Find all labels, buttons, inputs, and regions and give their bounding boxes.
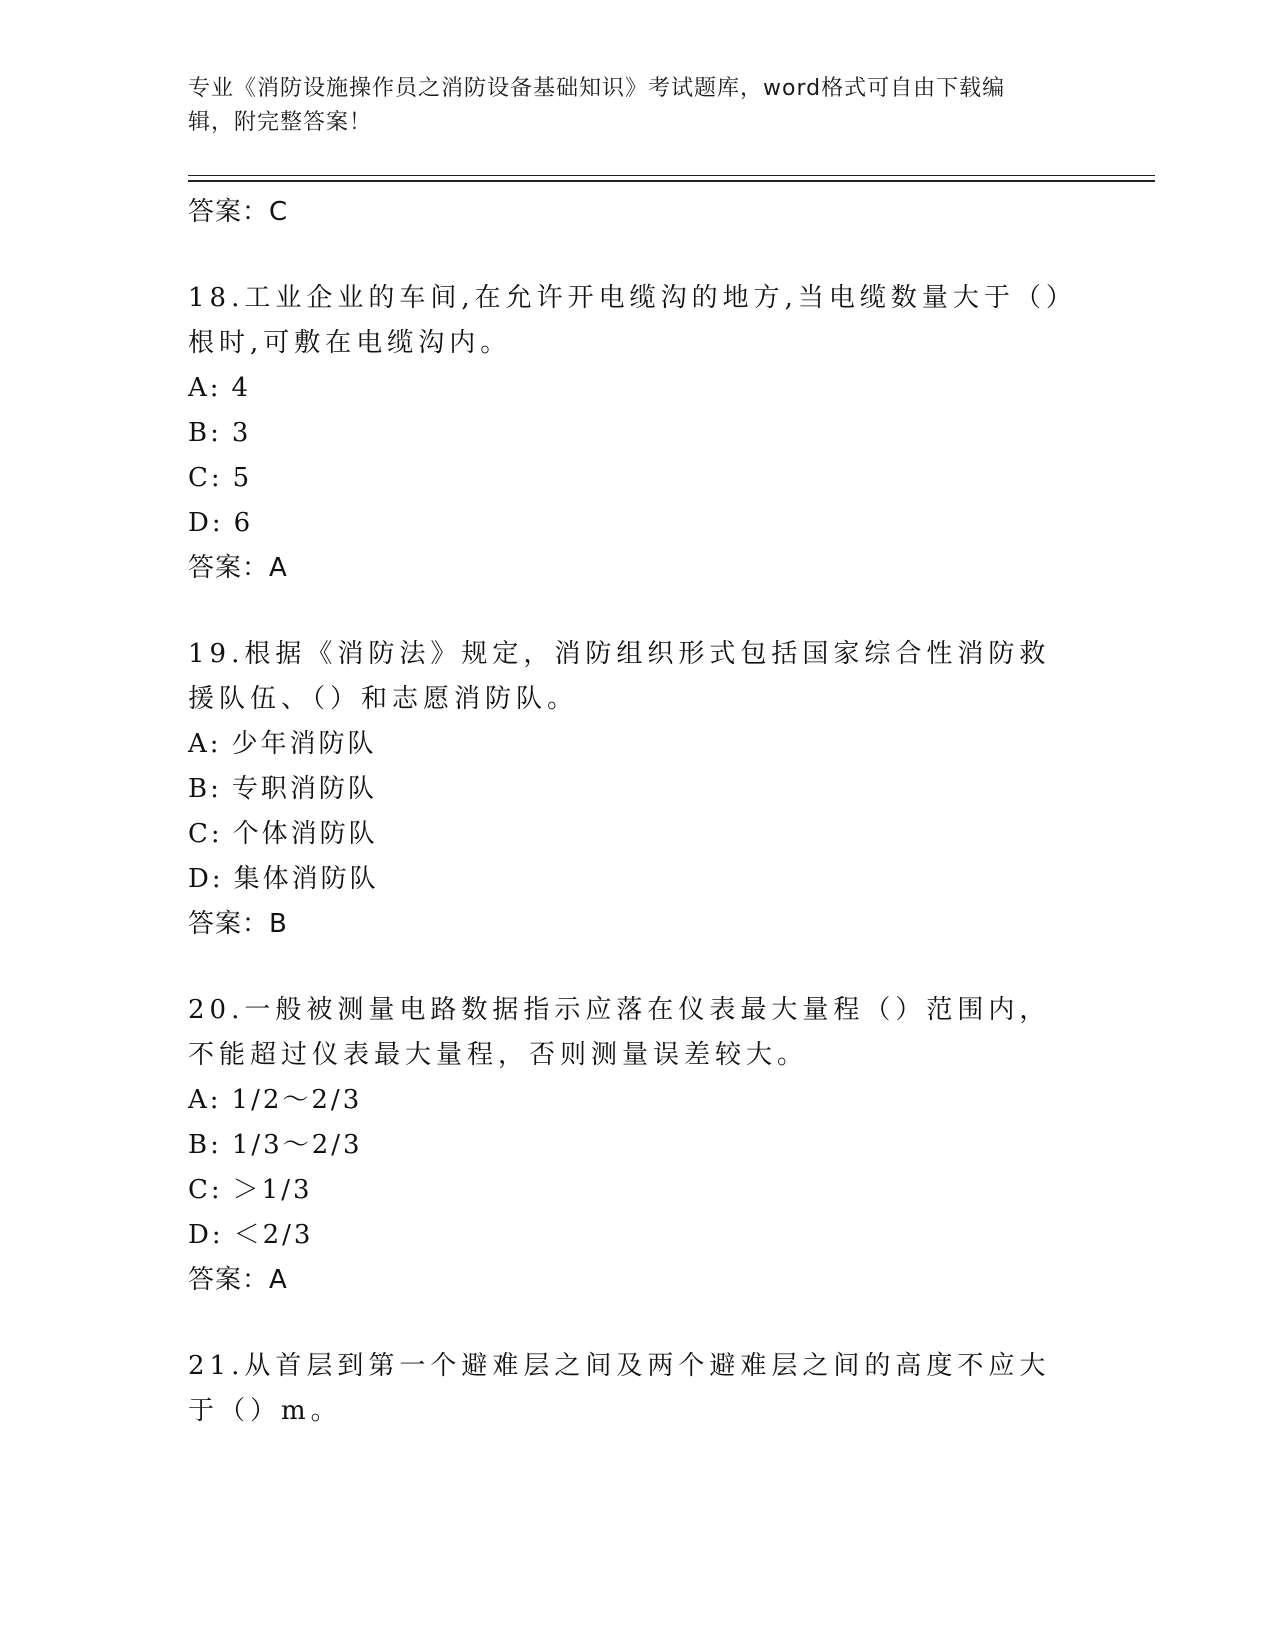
option-a — [188, 366, 1088, 411]
option-value: 专职消防队 — [231, 774, 377, 804]
option-label: D: — [188, 864, 224, 894]
answer-18: 答案：A — [188, 553, 288, 583]
option-value: 4 — [231, 373, 252, 403]
option-value: 6 — [233, 508, 254, 538]
option-label: A: — [188, 729, 222, 759]
question-18 — [188, 276, 1088, 590]
option-value: 个体消防队 — [232, 819, 378, 849]
option-label: B: — [188, 418, 222, 448]
option-label: C: — [188, 1175, 223, 1205]
question-20 — [188, 988, 1088, 1302]
header-divider-thin — [188, 175, 1155, 176]
document-header — [188, 72, 1068, 140]
question-21 — [188, 1344, 1088, 1434]
option-c — [188, 1168, 1088, 1213]
question-stem: 21.从首层到第一个避难层之间及两个避难层之间的高度不应大于（）m。 — [188, 1351, 1051, 1426]
option-label: B: — [188, 774, 222, 804]
option-label: A: — [188, 1085, 222, 1115]
option-value: 集体消防队 — [233, 864, 379, 894]
option-label: C: — [188, 463, 223, 493]
option-b — [188, 767, 1088, 812]
header-line-1: 专业《消防设施操作员之消防设备基础知识》考试题库，word格式可自由下载编 — [188, 76, 1006, 101]
option-value: 5 — [232, 463, 253, 493]
option-b — [188, 411, 1088, 456]
option-value: 少年消防队 — [231, 729, 377, 759]
option-value: ＞1/3 — [232, 1175, 313, 1205]
answer-20: 答案：A — [188, 1265, 288, 1295]
option-c — [188, 456, 1088, 501]
option-label: D: — [188, 1220, 224, 1250]
option-b — [188, 1123, 1088, 1168]
option-label: D: — [188, 508, 224, 538]
option-label: A: — [188, 373, 222, 403]
option-value: 1/2～2/3 — [231, 1085, 363, 1115]
question-list — [188, 190, 1088, 1434]
header-line-2: 辑，附完整答案！ — [188, 110, 373, 135]
option-d — [188, 1213, 1088, 1258]
header-divider-thick — [188, 180, 1155, 182]
option-label: B: — [188, 1130, 222, 1160]
question-stem: 19.根据《消防法》规定，消防组织形式包括国家综合性消防救援队伍、（）和志愿消防队。 — [188, 639, 1051, 714]
option-a — [188, 1078, 1088, 1123]
answer-17: 答案：C — [188, 197, 289, 227]
option-d — [188, 501, 1088, 546]
option-value: 1/3～2/3 — [231, 1130, 363, 1160]
question-stem: 18.工业企业的车间,在允许开电缆沟的地方,当电缆数量大于（）根时,可敷在电缆沟内。 — [188, 283, 1077, 358]
question-19 — [188, 632, 1088, 946]
option-label: C: — [188, 819, 223, 849]
option-value: 3 — [231, 418, 252, 448]
question-stem: 20.一般被测量电路数据指示应落在仪表最大量程（）范围内，不能超过仪表最大量程，否则测量误差较大。 — [188, 995, 1051, 1070]
answer-19: 答案：B — [188, 909, 288, 939]
option-a — [188, 722, 1088, 767]
option-d — [188, 857, 1088, 902]
option-c — [188, 812, 1088, 857]
option-value: ＜2/3 — [233, 1220, 314, 1250]
